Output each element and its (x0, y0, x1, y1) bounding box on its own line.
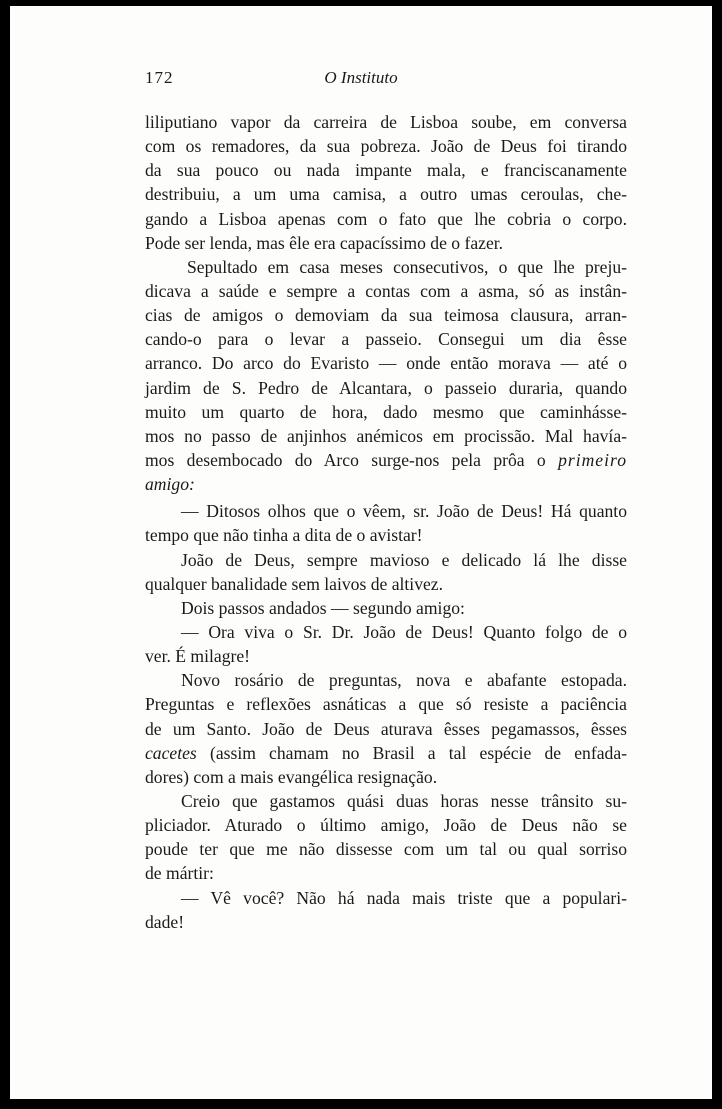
text-line: qualquer banalidade sem laivos de altivez. (145, 573, 444, 594)
text-line: de um Santo. João de Deus aturava êsses pegamassos, êsses (145, 718, 627, 739)
text-line: poude ter que me não dissesse com um tal ou qual sorriso (145, 839, 627, 860)
text-line: tempo que não tinha a dita de o avistar! (145, 525, 423, 546)
text-line: liliputiano vapor da carreira de Lisboa soube, em conversa (145, 112, 627, 132)
text-line: pliciador. Aturado o último amigo, João de Deus não se (145, 815, 627, 836)
paragraph-start-line: Creio que gastamos quási duas horas nesse trânsito su- (181, 790, 627, 811)
text-line: gando a Lisboa apenas com o fato que lhe cobria o corpo. (145, 208, 627, 229)
text-line (145, 472, 627, 496)
italic-word: primeiro (558, 449, 627, 470)
paragraph-start-line: João de Deus, sempre mavioso e delicado lá lhe disse (181, 549, 627, 570)
text-line: jardim de S. Pedro de Alcantara, o passeio duraria, quando (145, 377, 627, 398)
page-number: 172 (145, 68, 174, 87)
text-line: de mártir: (145, 863, 214, 884)
dialogue-line: — Ora viva o Sr. Dr. João de Deus! Quanto folgo de o (181, 621, 627, 642)
page-header (10, 68, 712, 92)
text-line: dores) com a mais evangélica resignação. (145, 766, 438, 787)
text-line: dicava a saúde e sempre a contas com a asma, só as instân- (145, 280, 627, 301)
italic-word: cacetes (145, 742, 197, 763)
text-line: cias de amigos o demoviam da sua teimosa clausura, arran- (145, 305, 627, 326)
text-line: dade! (145, 911, 185, 932)
text-line: da sua pouco ou nada impante mala, e franciscanamente (145, 160, 627, 181)
paragraph-start-line: Dois passos andados — segundo amigo: (181, 597, 465, 618)
italic-word: amigo: (145, 474, 195, 495)
dialogue-line: — Ditosos olhos que o vêem, sr. João de Deus! Há quanto (181, 501, 627, 522)
dialogue-line: — Vê você? Não há nada mais triste que a populari- (181, 887, 627, 908)
body-text (145, 110, 627, 934)
text-line: mos desembocado do Arco surge-nos pela prôa o primeiro (145, 449, 627, 470)
running-title: O Instituto (324, 68, 398, 87)
text-line: cacetes (assim chamam no Brasil a tal espécie de enfada- (145, 742, 627, 763)
text-line: cando-o para o levar a passeio. Consegui um dia êsse (145, 329, 627, 350)
text-line: mos no passo de anjinhos anémicos em procissão. Mal havía- (145, 425, 627, 446)
book-page (10, 6, 712, 1099)
text-line: destribuiu, a um uma camisa, a outro umas ceroulas, che- (145, 184, 627, 205)
text-line: arranco. Do arco do Evaristo — onde então morava — até o (145, 353, 627, 374)
text-line: com os remadores, da sua pobreza. João de Deus foi tirando (145, 136, 627, 157)
paragraph-start-line: Novo rosário de preguntas, nova e abafante estopada. (181, 670, 627, 691)
text-line: ver. É milagre! (145, 646, 251, 667)
text-line: Pode ser lenda, mas êle era capacíssimo de o fazer. (145, 232, 504, 253)
paragraph-start-line: Sepultado em casa meses consecutivos, o que lhe preju- (187, 256, 627, 277)
text-line: Preguntas e reflexões asnáticas a que só resiste a paciência (145, 694, 627, 715)
text-line: muito um quarto de hora, dado mesmo que caminhásse- (145, 401, 627, 422)
